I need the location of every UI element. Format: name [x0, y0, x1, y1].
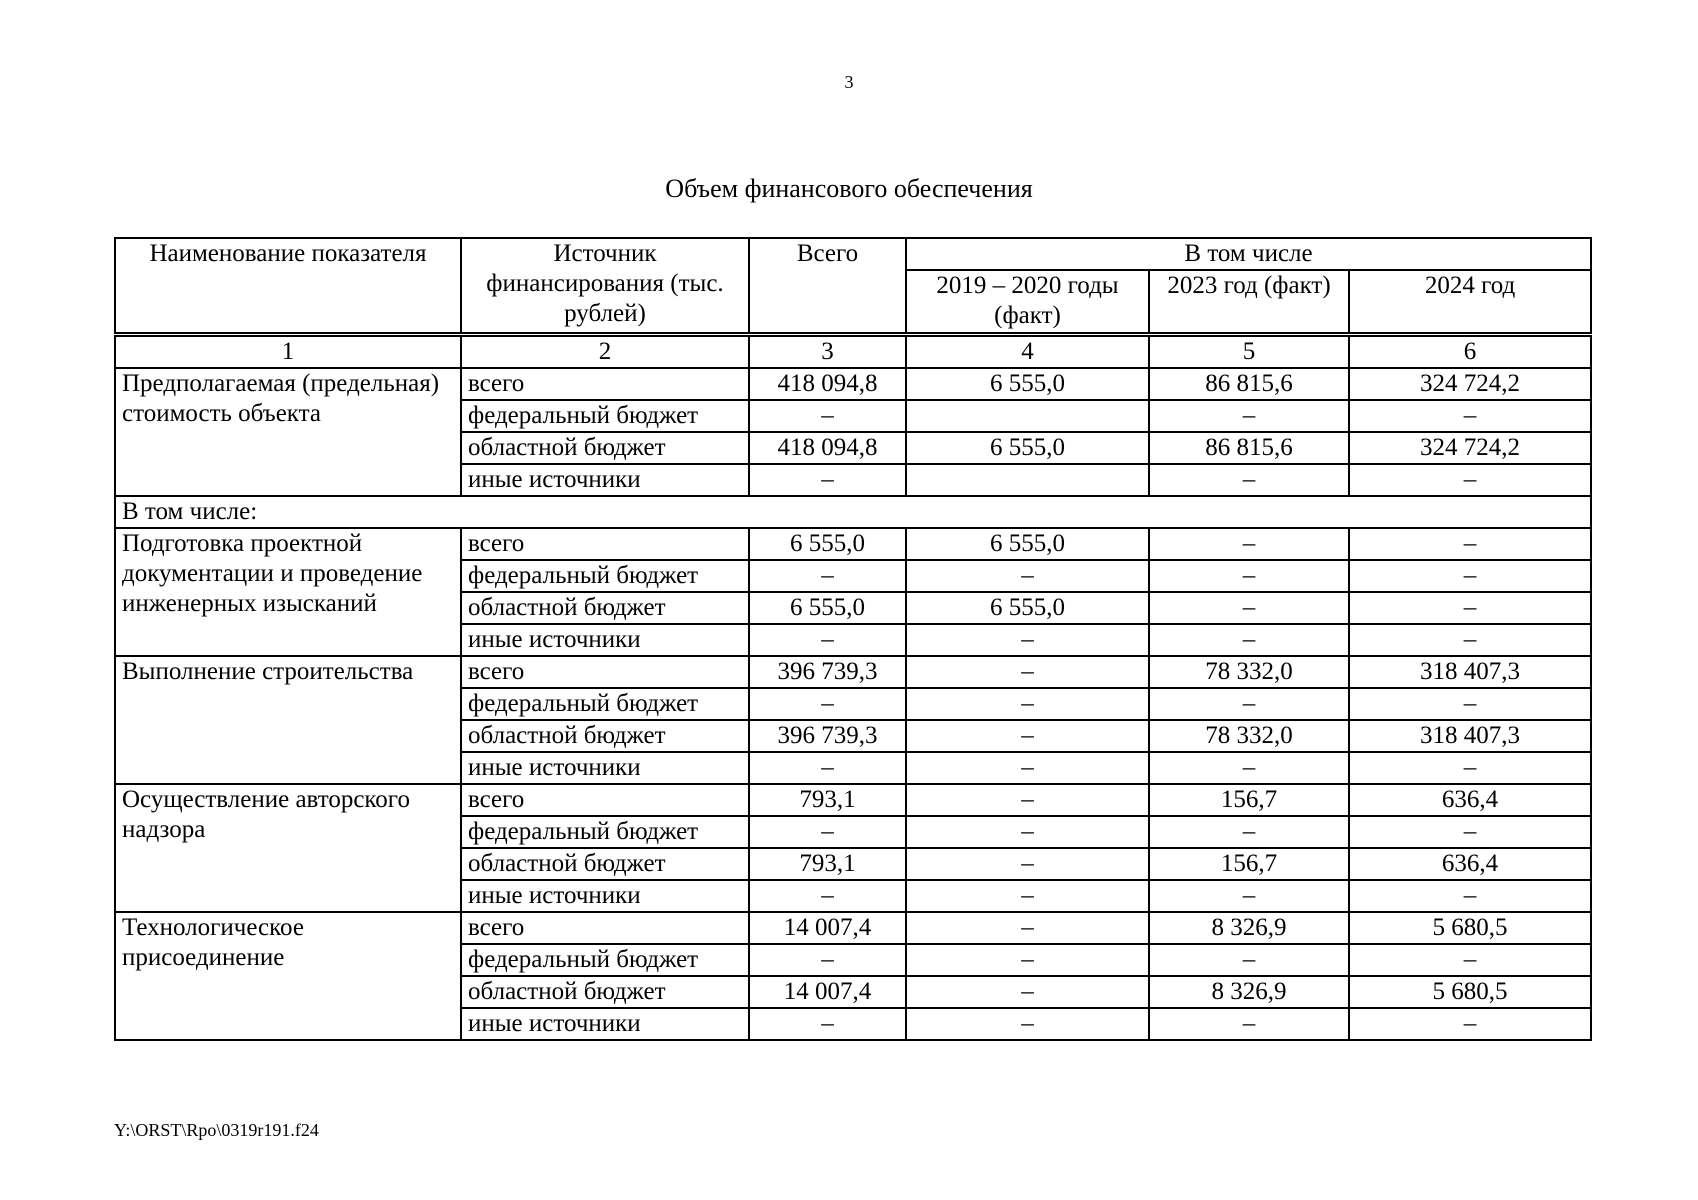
indicator-name: Выполнение строительства: [115, 656, 461, 784]
cell-total: 418 094,8: [749, 368, 906, 400]
cell-total: –: [749, 944, 906, 976]
header-including-group: В том числе: [906, 238, 1591, 270]
cell-2024: 5 680,5: [1349, 912, 1591, 944]
funding-source: областной бюджет: [461, 592, 749, 624]
cell-2024: –: [1349, 816, 1591, 848]
cell-total: –: [749, 560, 906, 592]
cell-total: 6 555,0: [749, 592, 906, 624]
cell-2019-2020: –: [906, 752, 1149, 784]
indicator-name: Технологическое присоединение: [115, 912, 461, 1040]
cell-2019-2020: –: [906, 1008, 1149, 1040]
cell-total: 396 739,3: [749, 656, 906, 688]
cell-total: –: [749, 752, 906, 784]
cell-2019-2020: –: [906, 880, 1149, 912]
cell-2023: –: [1149, 816, 1349, 848]
cell-2024: –: [1349, 944, 1591, 976]
funding-source: всего: [461, 368, 749, 400]
cell-2024: 318 407,3: [1349, 656, 1591, 688]
cell-2019-2020: –: [906, 912, 1149, 944]
cell-2019-2020: –: [906, 624, 1149, 656]
header-total: Всего: [749, 238, 906, 334]
header-year-2023: 2023 год (факт): [1149, 270, 1349, 334]
funding-source: федеральный бюджет: [461, 688, 749, 720]
cell-2023: 78 332,0: [1149, 656, 1349, 688]
cell-2023: –: [1149, 624, 1349, 656]
page-number: 3: [844, 72, 854, 92]
cell-2023: –: [1149, 688, 1349, 720]
footer-file-path: Y:\ORST\Rpo\0319r191.f24: [114, 1120, 319, 1140]
table-row: [115, 368, 1591, 400]
column-number: 6: [1349, 334, 1591, 368]
cell-2024: –: [1349, 464, 1591, 496]
cell-2024: –: [1349, 400, 1591, 432]
cell-total: 793,1: [749, 848, 906, 880]
subheading-including: В том числе:: [115, 496, 1591, 528]
funding-source: областной бюджет: [461, 976, 749, 1008]
cell-2023: 156,7: [1149, 784, 1349, 816]
cell-total: 418 094,8: [749, 432, 906, 464]
cell-2019-2020: –: [906, 560, 1149, 592]
cell-2019-2020: 6 555,0: [906, 432, 1149, 464]
cell-2024: –: [1349, 560, 1591, 592]
cell-2023: –: [1149, 400, 1349, 432]
cell-2024: –: [1349, 528, 1591, 560]
header-year-2024: 2024 год: [1349, 270, 1591, 334]
cell-2019-2020: –: [906, 720, 1149, 752]
funding-source: иные источники: [461, 752, 749, 784]
cell-2023: –: [1149, 464, 1349, 496]
cell-total: 14 007,4: [749, 912, 906, 944]
indicator-name: Предполагаемая (предельная) стоимость объекта: [115, 368, 461, 496]
cell-2024: –: [1349, 592, 1591, 624]
cell-2019-2020: –: [906, 976, 1149, 1008]
table-row: [115, 784, 1591, 816]
cell-total: 6 555,0: [749, 528, 906, 560]
column-number: 3: [749, 334, 906, 368]
cell-2024: 5 680,5: [1349, 976, 1591, 1008]
document-title: Объем финансового обеспечения: [665, 174, 1033, 203]
cell-2023: –: [1149, 880, 1349, 912]
cell-2023: –: [1149, 592, 1349, 624]
cell-2024: –: [1349, 1008, 1591, 1040]
header-funding-source: Источник финансирования (тыс. рублей): [461, 238, 749, 334]
funding-source: федеральный бюджет: [461, 400, 749, 432]
cell-2019-2020: –: [906, 656, 1149, 688]
cell-2019-2020: 6 555,0: [906, 592, 1149, 624]
cell-2019-2020: –: [906, 784, 1149, 816]
cell-2024: 318 407,3: [1349, 720, 1591, 752]
cell-total: –: [749, 880, 906, 912]
column-number: 2: [461, 334, 749, 368]
funding-source: всего: [461, 912, 749, 944]
cell-total: –: [749, 688, 906, 720]
cell-2023: –: [1149, 528, 1349, 560]
cell-2023: 86 815,6: [1149, 432, 1349, 464]
cell-2024: 324 724,2: [1349, 432, 1591, 464]
column-number: 1: [115, 334, 461, 368]
cell-2023: –: [1149, 1008, 1349, 1040]
table-row: [115, 656, 1591, 688]
cell-total: 396 739,3: [749, 720, 906, 752]
cell-total: –: [749, 464, 906, 496]
cell-total: –: [749, 624, 906, 656]
funding-source: федеральный бюджет: [461, 560, 749, 592]
funding-source: федеральный бюджет: [461, 816, 749, 848]
cell-2023: –: [1149, 944, 1349, 976]
cell-2023: 8 326,9: [1149, 976, 1349, 1008]
funding-source: областной бюджет: [461, 720, 749, 752]
cell-2019-2020: [906, 400, 1149, 432]
table-body: [115, 334, 1591, 1040]
cell-total: –: [749, 400, 906, 432]
cell-total: –: [749, 816, 906, 848]
table-row: [115, 528, 1591, 560]
cell-2023: 156,7: [1149, 848, 1349, 880]
column-number-row: [115, 334, 1591, 368]
cell-2019-2020: –: [906, 688, 1149, 720]
funding-source: иные источники: [461, 464, 749, 496]
funding-source: всего: [461, 528, 749, 560]
cell-2024: –: [1349, 752, 1591, 784]
table-header: [115, 238, 1591, 334]
cell-2019-2020: –: [906, 816, 1149, 848]
funding-source: всего: [461, 656, 749, 688]
funding-source: иные источники: [461, 880, 749, 912]
cell-2024: 636,4: [1349, 848, 1591, 880]
cell-2019-2020: [906, 464, 1149, 496]
cell-2019-2020: 6 555,0: [906, 528, 1149, 560]
funding-source: иные источники: [461, 1008, 749, 1040]
header-years-2019-2020: 2019 – 2020 годы (факт): [906, 270, 1149, 334]
cell-2019-2020: –: [906, 848, 1149, 880]
cell-2024: 324 724,2: [1349, 368, 1591, 400]
indicator-name: Подготовка проектной документации и проведение инженерных изысканий: [115, 528, 461, 656]
table-row: [115, 912, 1591, 944]
funding-source: областной бюджет: [461, 432, 749, 464]
financing-table: [114, 237, 1592, 1041]
cell-2023: –: [1149, 560, 1349, 592]
cell-2023: 8 326,9: [1149, 912, 1349, 944]
indicator-name: Осуществление авторского надзора: [115, 784, 461, 912]
header-indicator-name: Наименование показателя: [115, 238, 461, 334]
cell-total: –: [749, 1008, 906, 1040]
cell-2019-2020: 6 555,0: [906, 368, 1149, 400]
column-number: 5: [1149, 334, 1349, 368]
cell-2024: –: [1349, 624, 1591, 656]
cell-total: 14 007,4: [749, 976, 906, 1008]
funding-source: иные источники: [461, 624, 749, 656]
cell-2024: –: [1349, 880, 1591, 912]
funding-source: всего: [461, 784, 749, 816]
funding-source: федеральный бюджет: [461, 944, 749, 976]
cell-total: 793,1: [749, 784, 906, 816]
column-number: 4: [906, 334, 1149, 368]
subheading-row: [115, 496, 1591, 528]
funding-source: областной бюджет: [461, 848, 749, 880]
cell-2023: –: [1149, 752, 1349, 784]
cell-2024: 636,4: [1349, 784, 1591, 816]
cell-2023: 86 815,6: [1149, 368, 1349, 400]
cell-2024: –: [1349, 688, 1591, 720]
cell-2019-2020: –: [906, 944, 1149, 976]
cell-2023: 78 332,0: [1149, 720, 1349, 752]
